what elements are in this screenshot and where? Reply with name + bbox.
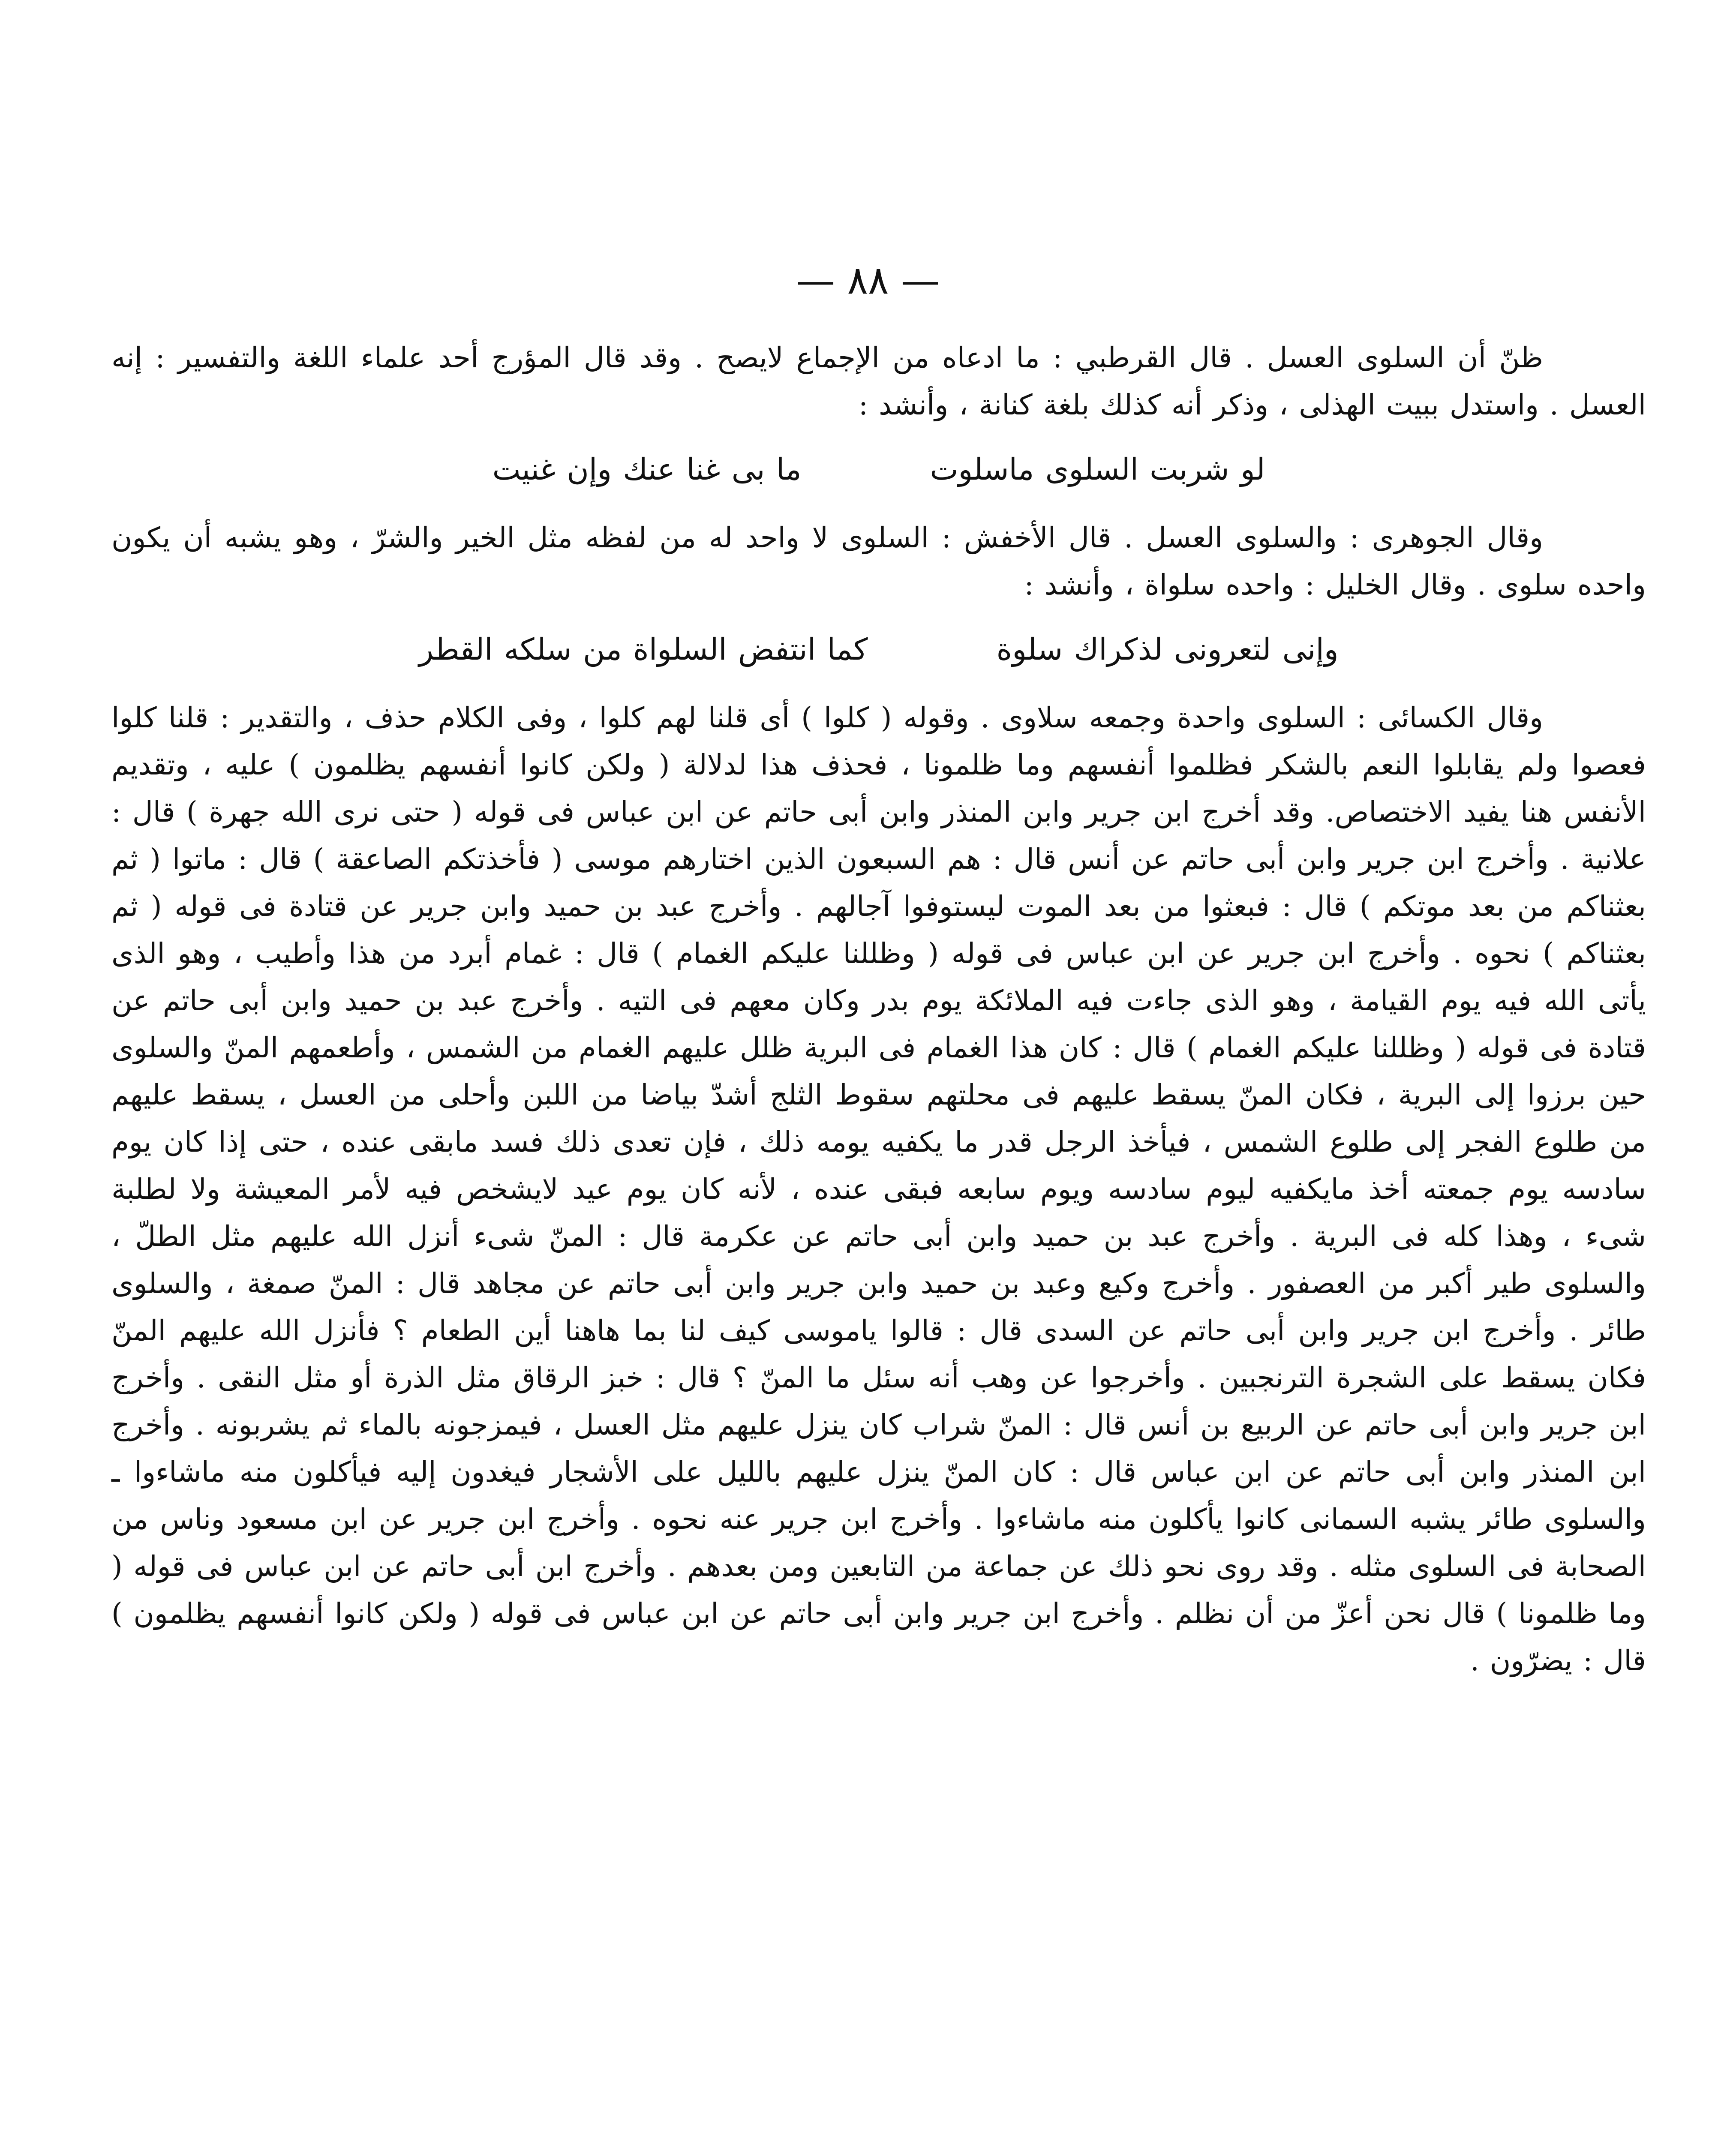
intro-paragraph: ظنّ أن السلوى العسل . قال القرطبي : ما ادعاه من الإجماع لايصح . وقد قال المؤرج أحد علماء اللغة والتفسير : إنه العسل . واستدل ببيت الهذلى ، وذكر أنه كذلك بلغة كنانة ، وأنشد : — [111, 341, 1646, 421]
verse-2-second-hemistich: كما انتفض السلواة من سلكه القطر — [419, 632, 868, 667]
verse-1-second-hemistich: ما بى غنا عنك وإن غنيت — [492, 452, 802, 487]
main-commentary-paragraph: وقال الكسائى : السلوى واحدة وجمعه سلاوى . وقوله ( كلوا ) أى قلنا لهم كلوا ، وفى الكلام حذف ، والتقدير : قلنا كلوا فعصوا ولم يقابلوا النعم بالشكر فظلموا أنفسهم وما ظلمونا ، فحذف هذا لدلالة ( ولكن كانوا أنفسهم يظلمون ) عليه ، وتقديم الأنفس هنا يفيد الاختصاص. وقد أخرج ابن جرير وابن المنذر وابن أبى حاتم عن ابن عباس فى قوله ( حتى نرى الله جهرة ) قال : علانية . وأخرج ابن جرير وابن أبى حاتم عن أنس قال : هم السبعون الذين اختارهم موسى ( فأخذتكم الصاعقة ) قال : ماتوا ( ثم بعثناكم من بعد موتكم ) قال : فبعثوا من بعد الموت ليستوفوا آجالهم . وأخرج عبد بن حميد وابن جرير عن قتادة فى قوله ( ثم بعثناكم ) نحوه . وأخرج ابن جرير عن ابن عباس فى قوله ( وظللنا عليكم الغمام ) قال : غمام أبرد من هذا وأطيب ، وهو الذى يأتى الله فيه يوم القيامة ، وهو الذى جاءت فيه الملائكة يوم بدر وكان معهم فى التيه . وأخرج عبد بن حميد وابن أبى حاتم عن قتادة فى قوله ( وظللنا عليكم الغمام ) قال : كان هذا الغمام فى البرية ظلل عليهم الغمام من الشمس ، وأطعمهم المنّ والسلوى حين برزوا إلى البرية ، فكان المنّ يسقط عليهم فى محلتهم سقوط الثلج أشدّ بياضا من اللبن وأحلى من العسل ، يسقط عليهم من طلوع الفجر إلى طلوع الشمس ، فيأخذ الرجل قدر ما يكفيه يومه ذلك ، فإن تعدى ذلك فسد مابقى عنده ، حتى إذا كان يوم سادسه يوم جمعته أخذ مايكفيه ليوم سادسه ويوم سابعه فبقى عنده ، لأنه كان يوم عيد لايشخص فيه لأمر المعيشة ولا لطلبة شىء ، وهذا كله فى البرية . وأخرج عبد بن حميد وابن أبى حاتم عن عكرمة قال : المنّ شىء أنزل الله عليهم مثل الطلّ ، والسلوى طير أكبر من العصفور . وأخرج وكيع وعبد بن حميد وابن جرير وابن أبى حاتم عن مجاهد قال : المنّ صمغة ، والسلوى طائر . وأخرج ابن جرير وابن أبى حاتم عن السدى قال : قالوا ياموسى كيف لنا بما هاهنا أين الطعام ؟ فأنزل الله عليهم المنّ فكان يسقط على الشجرة الترنجبين . وأخرجوا عن وهب أنه سئل ما المنّ ؟ قال : خبز الرقاق مثل الذرة أو مثل النقى . وأخرج ابن جرير وابن أبى حاتم عن الربيع بن أنس قال : المنّ شراب كان ينزل عليهم مثل العسل ، فيمزجونه بالماء ثم يشربونه . وأخرج ابن المنذر وابن أبى حاتم عن ابن عباس قال : كان المنّ ينزل عليهم بالليل على الأشجار فيغدون إليه فيأكلون منه ماشاءوا ـ والسلوى طائر يشبه السمانى كانوا يأكلون منه ماشاءوا . وأخرج ابن جرير عنه نحوه . وأخرج ابن جرير عن ابن مسعود وناس من الصحابة فى السلوى مثله . وقد روى نحو ذلك عن جماعة من التابعين ومن بعدهم . وأخرج ابن أبى حاتم عن ابن عباس فى قوله ( وما ظلمونا ) قال نحن أعزّ من أن نظلم . وأخرج ابن جرير وابن أبى حاتم عن ابن عباس فى قوله ( ولكن كانوا أنفسهم يظلمون ) قال : يضرّون . — [111, 701, 1646, 1677]
page-number: — ٨٨ — — [796, 258, 940, 303]
verse-1-first-hemistich: لو شربت السلوى ماسلوت — [930, 452, 1265, 487]
jawhari-paragraph: وقال الجوهرى : والسلوى العسل . قال الأخفش : السلوى لا واحد له من لفظه مثل الخير والشرّ ، وهو يشبه أن يكون واحده سلوى . وقال الخليل : واحده سلواة ، وأنشد : — [111, 521, 1646, 601]
verse-2-first-hemistich: وإنى لتعرونى لذكراك سلوة — [996, 632, 1339, 667]
commentary-intro — [111, 334, 1646, 1684]
poetry-verse-1 — [111, 437, 1646, 501]
poetry-verse-2 — [111, 617, 1646, 681]
